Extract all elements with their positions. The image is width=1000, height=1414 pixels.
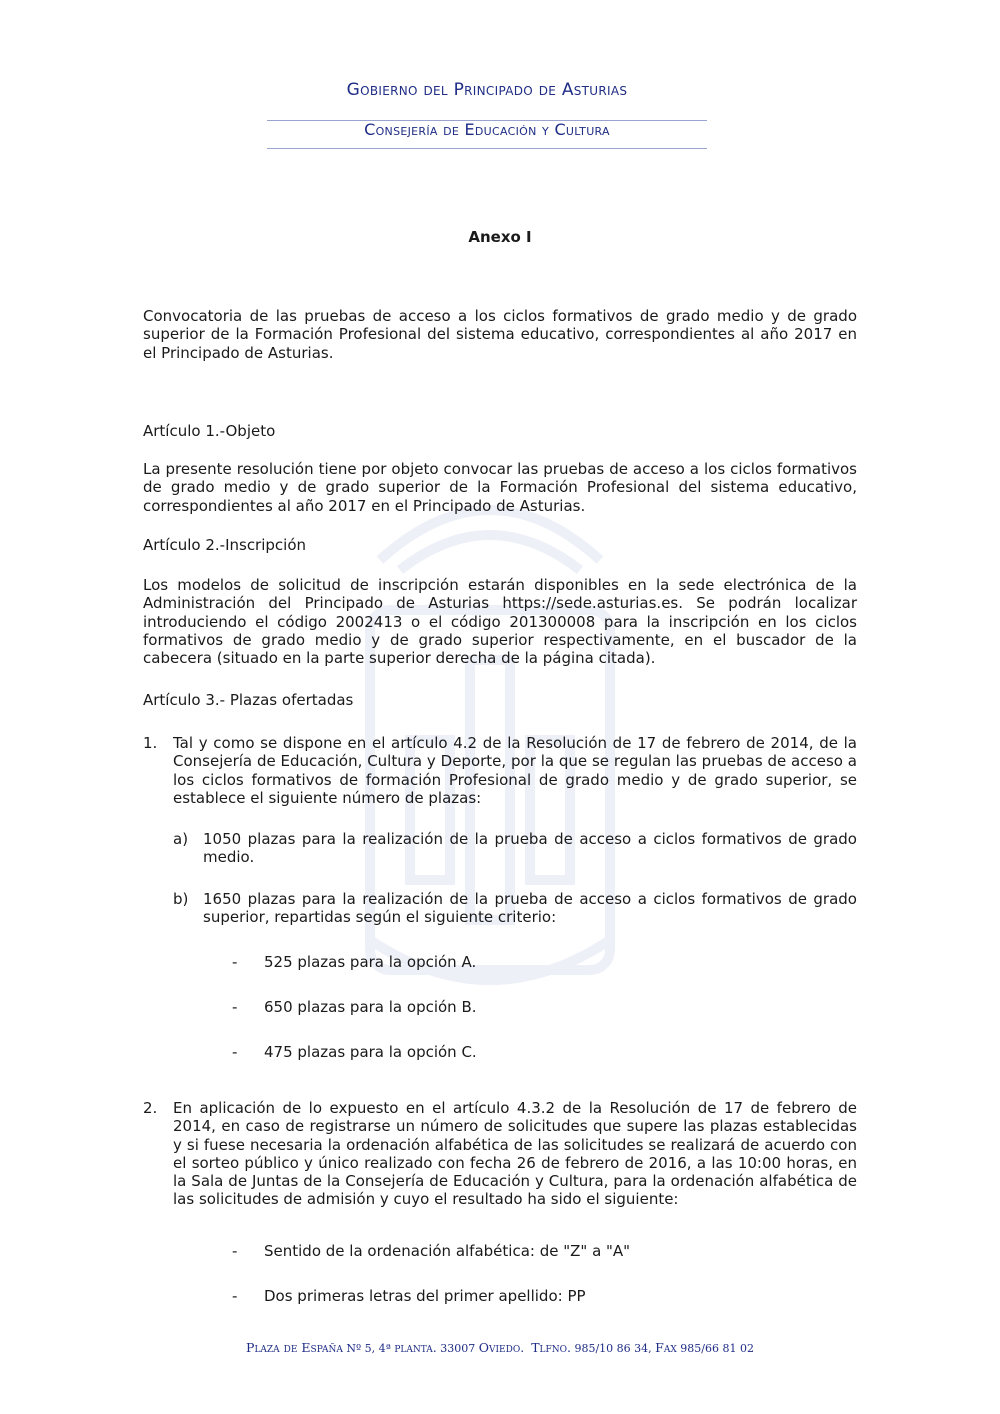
article-body: La presente resolución tiene por objeto convocar las pruebas de acceso a los ciclos formativos de grado medio y de grado superior de la Formación Profesional del sistema educativo, correspondientes al año 2017 en el Principado de Asturias.	[143, 460, 857, 515]
sublist-mark: a)	[173, 830, 189, 848]
government-header: Gobierno del Principado de Asturias	[346, 80, 628, 100]
list-number: 1.	[143, 734, 158, 752]
dash-item-text: 475 plazas para la opción C.	[264, 1043, 477, 1061]
article-heading: Artículo 1.-Objeto	[143, 422, 276, 440]
dash-bullet: -	[232, 953, 238, 971]
intro-paragraph: Convocatoria de las pruebas de acceso a los ciclos formativos de grado medio y de grado superior de la Formación Profesional del sistema educativo, correspondientes al año 2017 en el Principado de Asturias.	[143, 307, 857, 362]
footer-city: Oviedo.	[478, 1340, 525, 1355]
header-divider	[267, 148, 707, 149]
sublist-item-text: 1050 plazas para la realización de la prueba de acceso a ciclos formativos de grado medio.	[203, 830, 857, 867]
sublist-mark: b)	[173, 890, 189, 908]
article-body: Los modelos de solicitud de inscripción estarán disponibles en la sede electrónica de la Administración del Principado de Asturias https://sede.asturias.es. Se podrán localizar introduciendo el código 2002413 o el código 201300008 para la inscripción en los ciclos formativos de grado medio y de grado superior respectivamente, en el buscador de la cabecera (situado en la parte superior derecha de la página citada).	[143, 576, 857, 668]
article-heading: Artículo 3.- Plazas ofertadas	[143, 691, 354, 709]
footer-fax-label: Fax	[655, 1340, 677, 1355]
article-heading: Artículo 2.-Inscripción	[143, 536, 307, 554]
list-number: 2.	[143, 1099, 158, 1117]
dash-item-text: Dos primeras letras del primer apellido: PP	[264, 1287, 586, 1305]
footer-floor: planta.	[394, 1340, 437, 1355]
list-item-text: Tal y como se dispone en el artículo 4.2 de la Resolución de 17 de febrero de 2014, de la Consejería de Educación, Cultura y Deporte, por la que se regulan las pruebas de acceso a los ciclos formativos de formación Profesional de grado medio y de grado superior, se establece el siguiente número de plazas:	[173, 734, 857, 807]
footer-phone-label: Tlfno.	[531, 1340, 571, 1355]
dash-bullet: -	[232, 1043, 238, 1061]
footer-street: Plaza de España	[246, 1340, 343, 1355]
dash-item-text: Sentido de la ordenación alfabética: de "Z" a "A"	[264, 1242, 631, 1260]
list-item-text: En aplicación de lo expuesto en el artículo 4.3.2 de la Resolución de 17 de febrero de 2014, en caso de registrarse un número de solicitudes que supere las plazas establecidas y si fuese necesaria la ordenación alfabética de las solicitudes se realizará de acuerdo con el sorteo público y único realizado con fecha 26 de febrero de 2016, a las 10:00 horas, en la Sala de Juntas de la Consejería de Educación y Cultura, para la ordenación alfabética de las solicitudes de admisión y cuyo el resultado ha sido el siguiente:	[173, 1099, 857, 1209]
dash-bullet: -	[232, 998, 238, 1016]
dash-item-text: 525 plazas para la opción A.	[264, 953, 477, 971]
dash-bullet: -	[232, 1242, 238, 1260]
dash-item-text: 650 plazas para la opción B.	[264, 998, 477, 1016]
footer-address	[0, 1340, 1000, 1355]
footer-number: Nº 5, 4ª	[346, 1342, 391, 1355]
sublist-item-text: 1650 plazas para la realización de la prueba de acceso a ciclos formativos de grado superior, repartidas según el siguiente criterio:	[203, 890, 857, 927]
document-title: Anexo I	[468, 228, 532, 246]
department-header: Consejería de Educación y Cultura	[364, 120, 610, 139]
footer-phone: 985/10 86 34,	[574, 1342, 652, 1355]
footer-postcode: 33007	[440, 1342, 476, 1355]
dash-bullet: -	[232, 1287, 238, 1305]
footer-fax: 985/66 81 02	[680, 1342, 754, 1355]
